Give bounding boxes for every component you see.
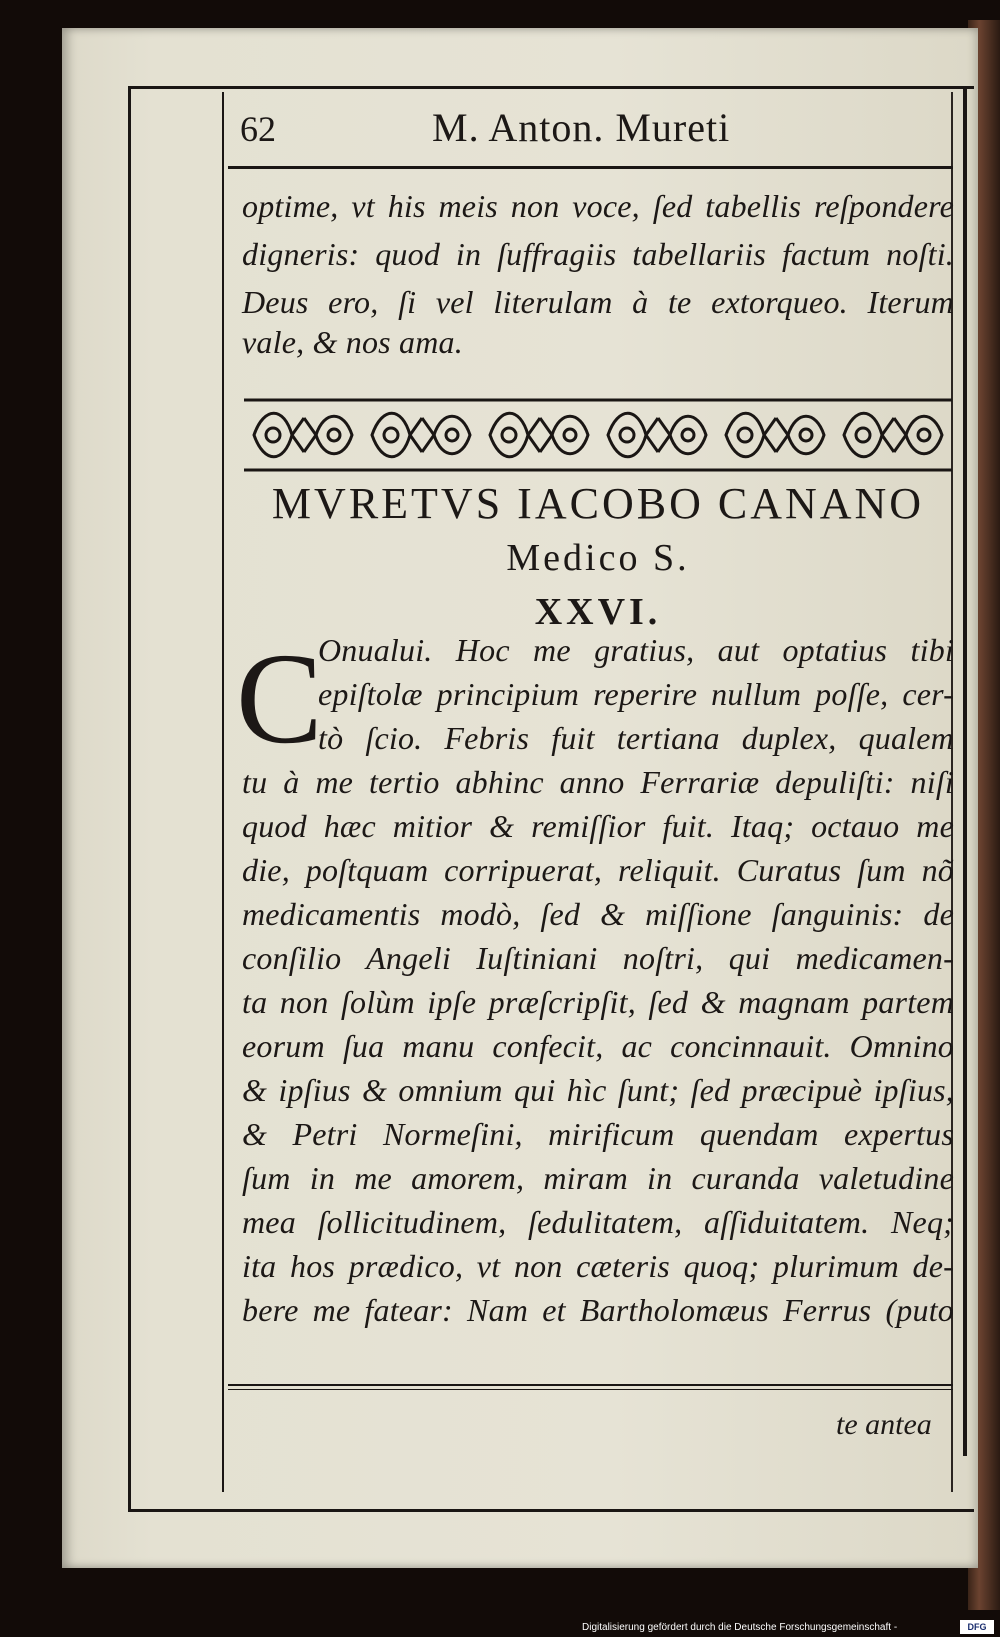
text-line: & ipſius & omnium qui hìc ſunt; ſed præcipuè ipſius, (242, 1072, 954, 1108)
text-line: mea ſollicitudinem, ſedulitatem, aſſiduitatem. Neq; (242, 1204, 954, 1240)
text-line: die, poſtquam corripuerat, reliquit. Curatus ſum nõ (242, 852, 954, 888)
page-frame-right (963, 88, 967, 1456)
running-head: M. Anton. Mureti (432, 105, 731, 150)
text-line: vale, & nos ama. (242, 324, 463, 360)
text-line: ſum in me amorem, miram in curanda valetudine (242, 1160, 954, 1196)
text-line: tu à me tertio abhinc anno Ferrariæ depuliſti: niſi (242, 764, 954, 800)
drop-capital: C (236, 627, 323, 771)
letter-subheading: Medico S. (506, 537, 690, 579)
text-line: medicamentis modò, ſed & miſſione ſanguinis: de (242, 896, 954, 932)
page-number: 62 (240, 109, 276, 149)
text-line: quod hæc mitior & remiſſior fuit. Itaq; octauo me (242, 808, 954, 844)
footer-rule-thin (228, 1389, 953, 1390)
text-line: Onualui. Hoc me gratius, aut optatius tibi (318, 632, 954, 668)
text-line: digneris: quod in ſuffragiis tabellariis factum noſti. (242, 236, 954, 272)
text-line: Deus ero, ſi vel literulam à te extorqueo. Iterum (242, 284, 954, 320)
text-line: ta non ſolùm ipſe præſcripſit, ſed & magnam partem (242, 984, 954, 1020)
footer-rule (228, 1384, 953, 1386)
digitization-credit: Digitalisierung gefördert durch die Deutsche Forschungsgemeinschaft - (582, 1622, 898, 1633)
catchword: te antea (836, 1408, 932, 1441)
text-line: eorum ſua manu confecit, ac concinnauit. Omnino (242, 1028, 954, 1064)
text-line: tò ſcio. Febris fuit tertiana duplex, qualem (318, 720, 954, 756)
letter-heading: MVRETVS IACOBO CANANO (271, 479, 925, 528)
text-line: optime, vt his meis non voce, ſed tabellis reſpondere (242, 188, 954, 224)
text-line: bere me fatear: Nam et Bartholomæus Ferrus (puto (242, 1292, 954, 1328)
ornamental-band (244, 396, 952, 474)
dfg-logo: DFG (960, 1620, 994, 1634)
text-line: conſilio Angeli Iuſtiniani noſtri, qui medicamen- (242, 940, 954, 976)
letter-number: XXVI. (534, 591, 662, 633)
header-rule (228, 166, 953, 169)
text-line: & Petri Normeſini, mirificum quendam expertus (242, 1116, 954, 1152)
text-line: ita hos prædico, vt non cæteris quoq; plurimum de- (242, 1248, 954, 1284)
page-frame-inner-left (222, 92, 224, 1492)
text-line: epiſtolæ principium reperire nullum poſſe, cer- (318, 676, 954, 712)
